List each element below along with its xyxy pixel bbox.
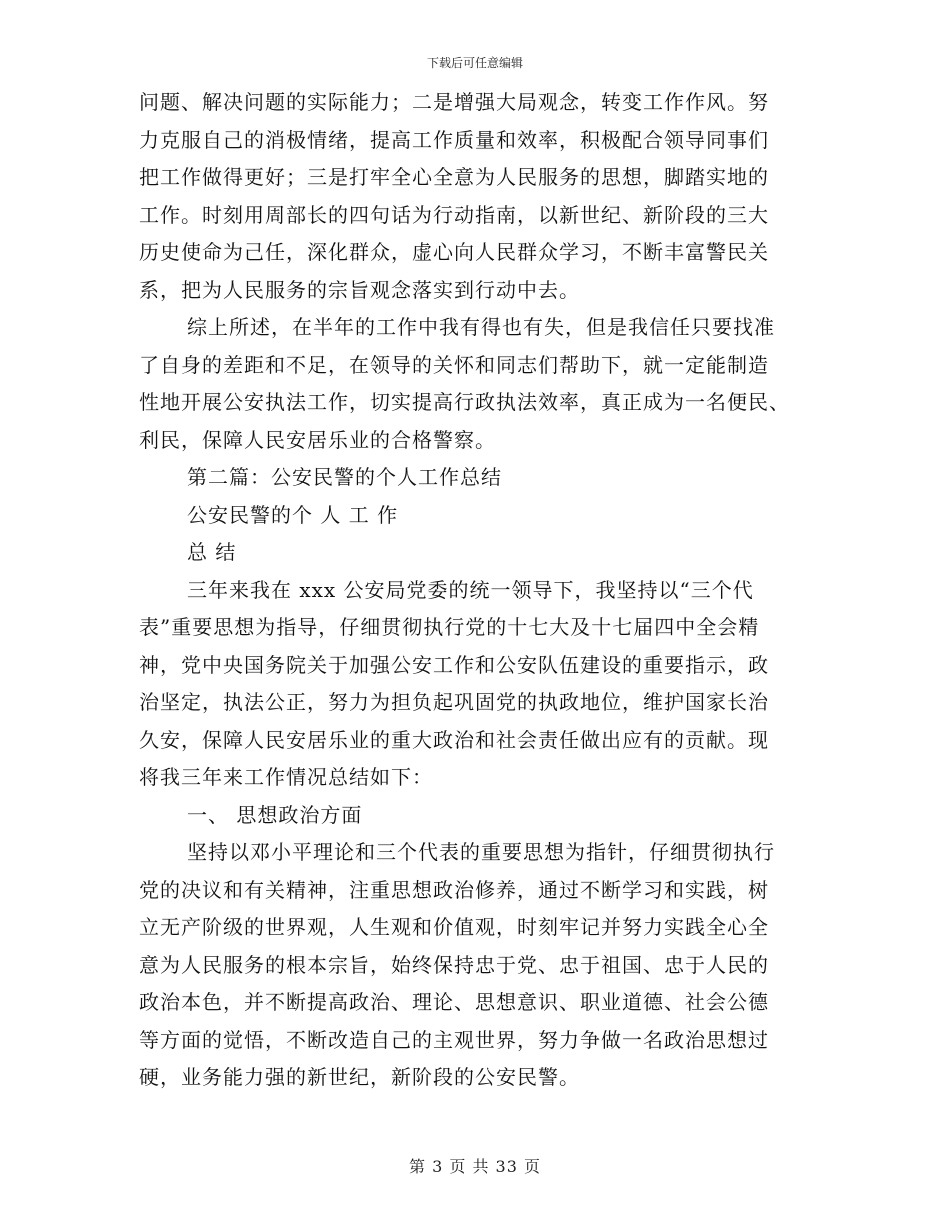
page-footer: 第 3 页 共 33 页 xyxy=(409,1157,541,1176)
page-header: 下载后可任意编辑 xyxy=(426,56,523,70)
paragraph-line: 表”重要思想为指导，仔细贯彻执行党的十七大及十七届四中全会精 xyxy=(139,615,760,639)
paragraph-line: 党的决议和有关精神，注重思想政治修养，通过不断学习和实践，树 xyxy=(139,877,769,902)
paragraph-line: 了自身的差距和不足，在领导的关怀和同志们帮助下，就一定能制造 xyxy=(139,352,769,377)
section-heading: 第二篇：公安民警的个人工作总结 xyxy=(187,465,502,489)
paragraph-line: 立无产阶级的世界观，人生观和价值观，时刻牢记并努力实践全心全 xyxy=(139,915,769,939)
paragraph-line: 力克服自己的消极情绪，提高工作质量和效率，积极配合领导同事们 xyxy=(139,127,769,152)
paragraph-line: 硬，业务能力强的新世纪，新阶段的公安民警。 xyxy=(139,1065,580,1089)
paragraph-line: 治坚定，执法公正，努力为担负起巩固党的执政地位，维护国家长治 xyxy=(139,690,769,714)
paragraph-line: 综上所述，在半年的工作中我有得也有失，但是我信任只要找准 xyxy=(187,315,775,339)
title-line: 公安民警的个 人 工 作 xyxy=(187,502,399,527)
paragraph-line: 性地开展公安执法工作，切实提高行政执法效率，真正成为一名便民、 xyxy=(139,390,790,414)
paragraph-line: 将我三年来工作情况总结如下： xyxy=(139,765,433,789)
paragraph-line: 把工作做得更好；三是打牢全心全意为人民服务的思想，脚踏实地的 xyxy=(139,165,769,189)
paragraph-line: 神，党中央国务院关于加强公安工作和公安队伍建设的重要指示，政 xyxy=(139,652,769,677)
paragraph-line: 意为人民服务的根本宗旨，始终保持忠于党、忠于祖国、忠于人民的 xyxy=(139,952,769,977)
paragraph-line: 久安，保障人民安居乐业的重大政治和社会责任做出应有的贡献。现 xyxy=(139,727,769,752)
paragraph-line: 工作。时刻用周部长的四句话为行动指南，以新世纪、新阶段的三大 xyxy=(139,202,769,227)
title-line: 总 结 xyxy=(187,540,237,564)
paragraph-line: 问题、解决问题的实际能力；二是增强大局观念，转变工作作风。努 xyxy=(139,90,769,114)
paragraph-line: 三年来我在 xxx 公安局党委的统一领导下，我坚持以“三个代 xyxy=(187,577,754,602)
paragraph-line: 利民，保障人民安居乐业的合格警察。 xyxy=(139,427,496,452)
document-body xyxy=(139,84,819,1097)
paragraph-line: 历史使命为己任，深化群众，虚心向人民群众学习，不断丰富警民关 xyxy=(139,240,769,264)
paragraph-line: 等方面的觉悟，不断改造自己的主观世界，努力争做一名政治思想过 xyxy=(139,1027,769,1052)
paragraph-line: 系，把为人民服务的宗旨观念落实到行动中去。 xyxy=(139,277,580,302)
paragraph-line: 坚持以邓小平理论和三个代表的重要思想为指针，仔细贯彻执行 xyxy=(187,840,775,864)
paragraph-line: 政治本色，并不断提高政治、理论、思想意识、职业道德、社会公德 xyxy=(139,990,769,1014)
section-heading: 一、 思想政治方面 xyxy=(187,802,363,827)
